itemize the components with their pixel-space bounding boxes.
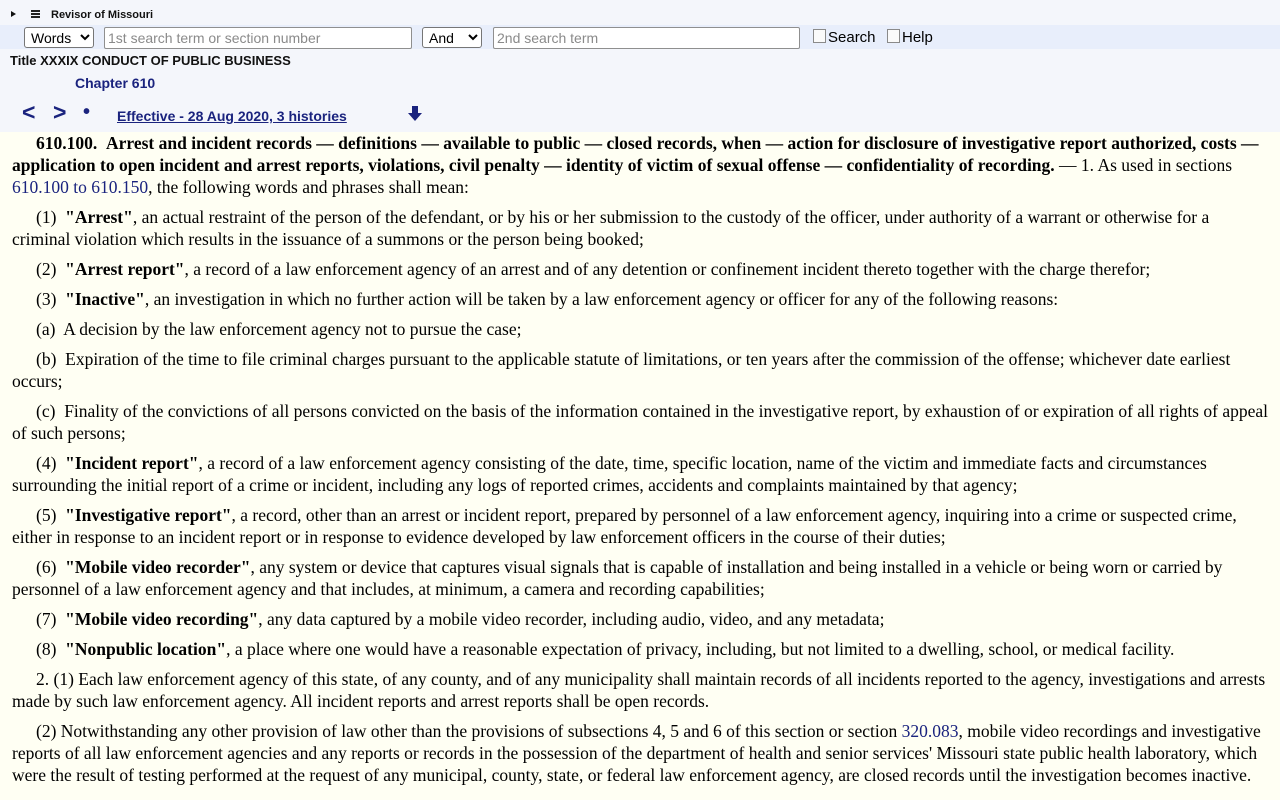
section-heading-paragraph [12, 132, 1270, 198]
definition-term: "Mobile video recording" [65, 609, 259, 629]
broken-image-icon [887, 29, 900, 43]
subsection-text: 2. (1) Each law enforcement agency of this state, of any county, and of any municipality shall maintain records of all incidents reported to the agency, investigations and arrests made by such law enforcement agency. All incident reports and arrest reports shall be open records. [12, 669, 1266, 711]
definition-text: , an investigation in which no further action will be taken by a law enforcement agency or officer for any of the following reasons: [144, 289, 1059, 309]
chapter-link[interactable]: Chapter 610 [75, 75, 156, 91]
next-section-button[interactable]: > [53, 99, 67, 125]
subdivision-paragraph [12, 400, 1270, 444]
definition-term: "Arrest" [65, 207, 133, 227]
definition-term: "Arrest report" [65, 259, 185, 279]
definition-text: , a record of a law enforcement agency of an arrest and of any detention or confinement incident thereto together with the charge therefor; [184, 259, 1151, 279]
subdivision-text: A decision by the law enforcement agency not to pursue the case; [63, 319, 522, 339]
definition-term: "Incident report" [65, 453, 199, 473]
help-button[interactable] [887, 29, 933, 46]
subdivision-letter: (c) [36, 401, 56, 421]
definition-paragraph [12, 258, 1270, 280]
definition-text: , a record of a law enforcement agency consisting of the date, time, specific location, name of the victim and immediate facts and circumstances surrounding the initial report of a crime or incident, including any logs of reported crimes, accidents and complaints maintained by that agency; [12, 453, 1207, 495]
subsection-paragraph [12, 668, 1270, 712]
subsection-paragraph [12, 720, 1270, 786]
definition-text: , any data captured by a mobile video recorder, including audio, video, and any metadata; [258, 609, 885, 629]
definition-text: , any system or device that captures visual signals that is capable of installation and being installed in a vehicle or being worn or carried by personnel of a law enforcement agency and that includes, at minimum, a camera and recording capabilities; [12, 557, 1223, 599]
section-heading: Arrest and incident records — definitions — available to public — closed records, when — action for disclosure of investigative report authorized, costs — application to open incident and arrest reports, violations, civil penalty — identity of victim of sexual offense — confidentiality of recording. [12, 133, 1259, 175]
definition-number: (1) [36, 207, 57, 227]
first-search-term-input[interactable] [104, 27, 412, 49]
definition-number: (8) [36, 639, 57, 659]
definition-term: "Investigative report" [65, 505, 232, 525]
definition-paragraph [12, 638, 1270, 660]
definition-text: , an actual restraint of the person of the defendant, or by his or her submission to the custody of the officer, under authority of a warrant or otherwise for a criminal violation which results in the issuance of a summons or the person being booked; [12, 207, 1210, 249]
subdivision-letter: (a) [36, 319, 56, 339]
intro-prefix: — 1. As used in sections [1059, 155, 1233, 175]
expand-triangle-icon[interactable] [11, 11, 16, 17]
definition-number: (3) [36, 289, 57, 309]
page-header [0, 0, 1280, 132]
subdivision-text: Expiration of the time to file criminal charges pursuant to the applicable statute of limitations, or ten years after the commission of the offense; whichever date earliest occurs; [12, 349, 1231, 391]
definition-text: , a record, other than an arrest or incident report, prepared by personnel of a law enforcement agency, inquiring into a crime or suspected crime, either in response to an incident report or in response to evidence developed by law enforcement officers in the course of their duties; [12, 505, 1237, 547]
search-bar [0, 25, 1280, 49]
subsection-text-prefix: (2) Notwithstanding any other provision of law other than the provisions of subsections 4, 5 and 6 of this section or section [36, 721, 898, 741]
sections-range-link[interactable]: 610.100 to 610.150 [12, 177, 149, 197]
definition-paragraph [12, 206, 1270, 250]
subdivision-letter: (b) [36, 349, 57, 369]
down-arrow-icon[interactable] [406, 105, 424, 123]
subdivision-text: Finality of the convictions of all persons convicted on the basis of the information contained in the investigative report, by exhaustion of or expiration of all rights of appeal of such persons; [12, 401, 1268, 443]
definition-paragraph [12, 452, 1270, 496]
current-section-dot[interactable]: • [83, 101, 91, 123]
definition-number: (6) [36, 557, 57, 577]
effective-date-link[interactable]: Effective - 28 Aug 2020, 3 histories [117, 108, 347, 124]
search-button[interactable] [813, 29, 876, 46]
definition-number: (4) [36, 453, 57, 473]
section-320-083-link[interactable]: 320.083 [901, 721, 959, 741]
search-button-label: Search [828, 29, 876, 46]
hamburger-menu-icon[interactable] [31, 10, 40, 18]
site-title[interactable]: Revisor of Missouri [51, 9, 154, 21]
statute-content [12, 132, 1270, 794]
definition-term: "Mobile video recorder" [65, 557, 251, 577]
definition-paragraph [12, 556, 1270, 600]
broken-image-icon [813, 29, 826, 43]
title-heading: Title XXXIX CONDUCT OF PUBLIC BUSINESS [10, 53, 291, 68]
search-mode-select[interactable] [24, 27, 94, 48]
second-search-term-input[interactable] [493, 27, 800, 49]
definition-term: "Nonpublic location" [65, 639, 227, 659]
subdivision-paragraph [12, 318, 1270, 340]
definition-paragraph [12, 504, 1270, 548]
definition-text: , a place where one would have a reasonable expectation of privacy, including, but not limited to a dwelling, school, or medical facility. [226, 639, 1175, 659]
subdivision-paragraph [12, 348, 1270, 392]
definition-number: (2) [36, 259, 57, 279]
definition-paragraph [12, 288, 1270, 310]
subsection-text-suffix: , mobile video recordings and investigative reports of all law enforcement agencies and any reports or records in the possession of the department of health and senior services' Missouri state public health laboratory, which were the result of testing performed at the request of any municipal, county, state, or federal law enforcement agency, are closed records until the investigation becomes inactive. [12, 721, 1261, 785]
section-number: 610.100. [36, 133, 98, 153]
intro-suffix: , the following words and phrases shall mean: [148, 177, 469, 197]
definition-number: (5) [36, 505, 57, 525]
help-button-label: Help [902, 29, 933, 46]
definition-term: "Inactive" [65, 289, 145, 309]
definition-paragraph [12, 608, 1270, 630]
search-operator-select[interactable] [422, 27, 482, 48]
previous-section-button[interactable]: < [22, 99, 36, 125]
definition-number: (7) [36, 609, 57, 629]
